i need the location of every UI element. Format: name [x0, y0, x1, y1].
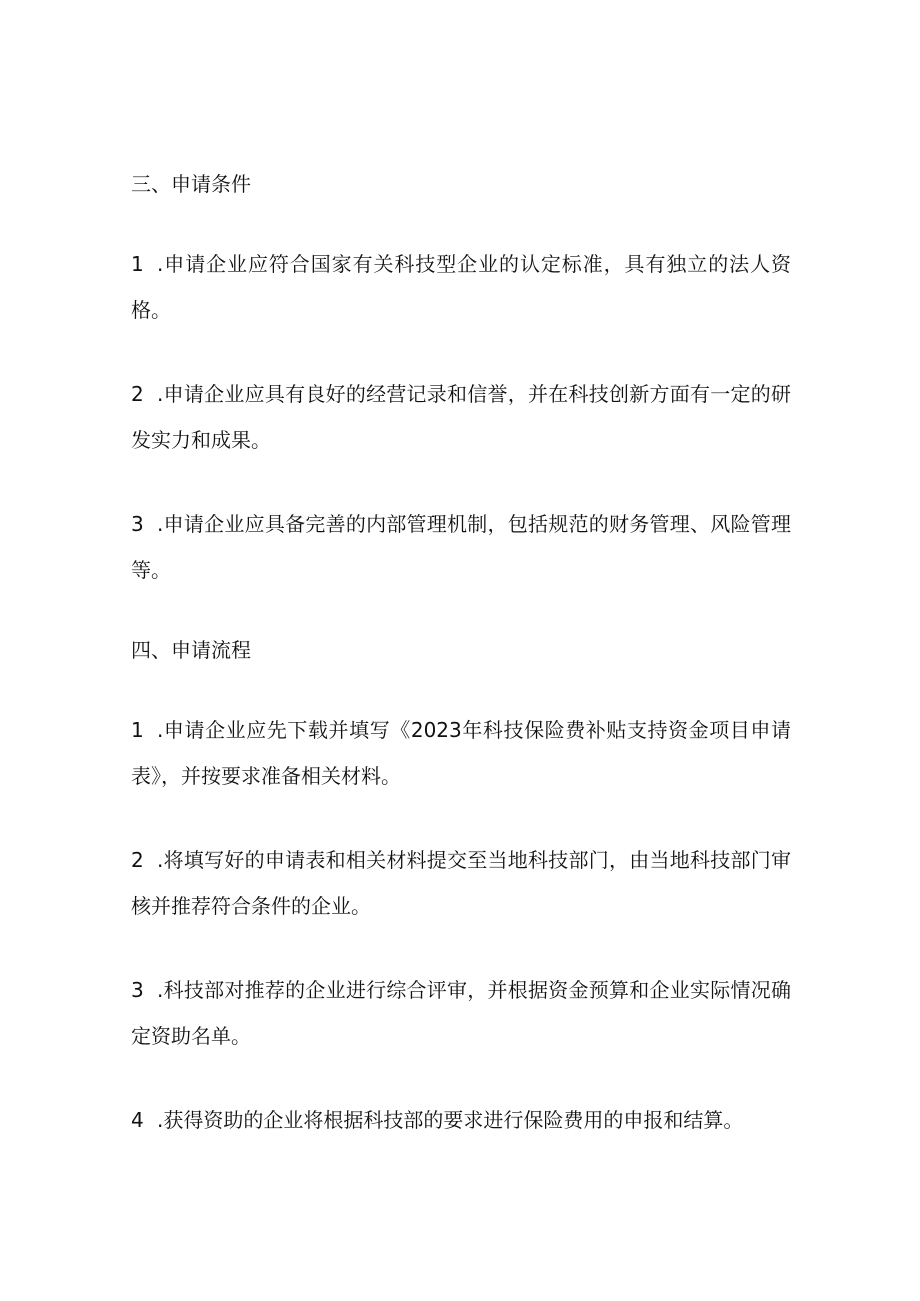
item-number: 2: [131, 848, 144, 872]
condition-item-1: [131, 241, 791, 333]
item-text: .申请企业应具备完善的内部管理机制，包括规范的财务管理、风险管理等。: [131, 512, 791, 582]
section-heading-conditions: 三、申请条件: [131, 172, 251, 196]
item-text: .将填写好的申请表和相关材料提交至当地科技部门，由当地科技部门审核并推荐符合条件的企业。: [131, 848, 791, 918]
document-body: [131, 165, 791, 1143]
item-number: 4: [131, 1108, 144, 1132]
item-number: 1: [131, 252, 144, 276]
condition-item-2: [131, 371, 791, 463]
process-item-4: [131, 1097, 791, 1143]
item-number: 1: [131, 718, 144, 742]
item-number: 2: [131, 382, 144, 406]
item-number: 3: [131, 978, 144, 1002]
process-item-3: [131, 967, 791, 1059]
section-heading-process: 四、申请流程: [131, 638, 251, 662]
process-item-1: [131, 707, 791, 799]
item-text: .申请企业应符合国家有关科技型企业的认定标准，具有独立的法人资格。: [131, 252, 791, 322]
item-text: .申请企业应具有良好的经营记录和信誉，并在科技创新方面有一定的研发实力和成果。: [131, 382, 791, 452]
item-text: .申请企业应先下载并填写《2023年科技保险费补贴支持资金项目申请表》，并按要求准备相关材料。: [131, 718, 791, 788]
item-text: .科技部对推荐的企业进行综合评审，并根据资金预算和企业实际情况确定资助名单。: [131, 978, 791, 1048]
item-number: 3: [131, 512, 144, 536]
process-item-2: [131, 837, 791, 929]
condition-item-3: [131, 501, 791, 593]
item-text: .获得资助的企业将根据科技部的要求进行保险费用的申报和结算。: [157, 1108, 744, 1132]
